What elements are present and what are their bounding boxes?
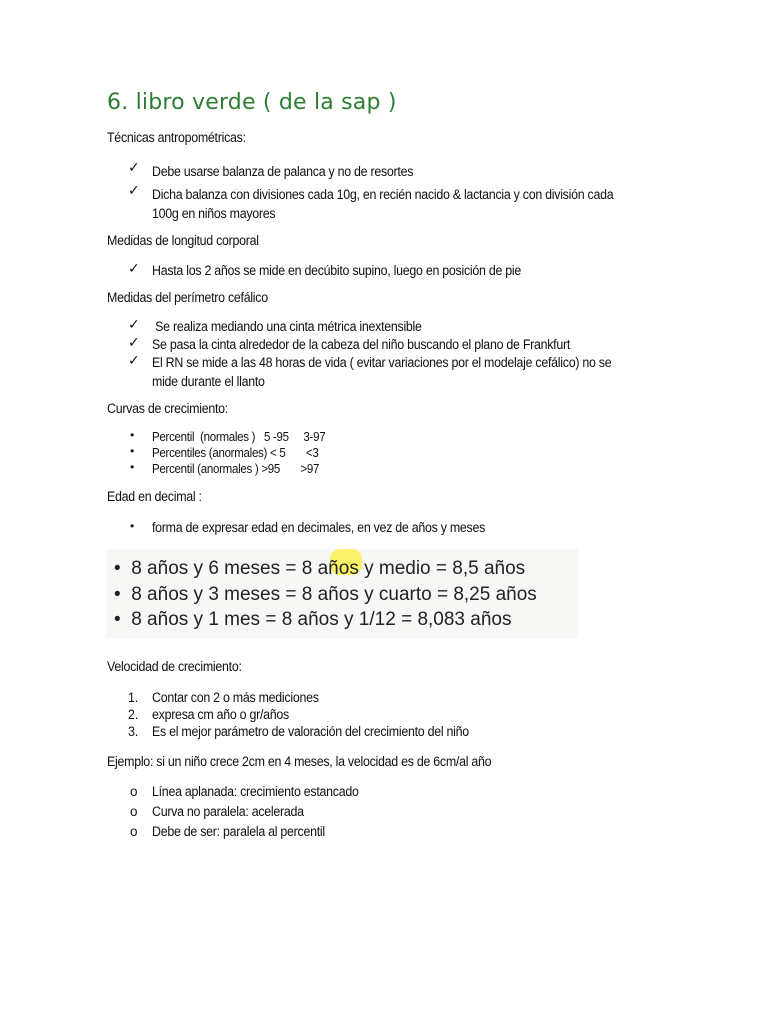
checkmark-icon: ✓ xyxy=(128,317,140,333)
bullet-icon: • xyxy=(130,428,135,442)
longitud-heading: Medidas de longitud corporal xyxy=(107,233,259,248)
velocidad-item-2: expresa cm año o gr/años xyxy=(152,707,289,722)
velocidad-item-1: Contar con 2 o más mediciones xyxy=(152,690,319,705)
ejemplo-item-1: Línea aplanada: crecimiento estancado xyxy=(152,784,359,799)
edad-item-1: forma de expresar edad en decimales, en vez de años y meses xyxy=(152,520,486,535)
circle-bullet-icon: o xyxy=(130,804,138,819)
ejemplo-item-2: Curva no paralela: acelerada xyxy=(152,804,304,819)
velocidad-heading: Velocidad de crecimiento: xyxy=(107,659,242,674)
ejemplo-heading: Ejemplo: si un niño crece 2cm en 4 meses, la velocidad es de 6cm/al año xyxy=(107,754,492,769)
checkmark-icon: ✓ xyxy=(128,183,140,199)
checkmark-icon: ✓ xyxy=(128,261,140,277)
checkmark-icon: ✓ xyxy=(128,160,140,176)
curvas-item-1: Percentil (normales ) 5 -95 3-97 xyxy=(152,430,326,444)
edad-example-line-2: • 8 años y 3 meses = 8 años y cuarto = 8,25 años xyxy=(114,584,537,605)
checkmark-icon: ✓ xyxy=(128,335,140,351)
circle-bullet-icon: o xyxy=(130,824,138,839)
perimetro-item-2: Se pasa la cinta alrededor de la cabeza del niño buscando el plano de Frankfurt xyxy=(152,337,571,352)
edad-heading: Edad en decimal : xyxy=(107,489,202,504)
bullet-icon: • xyxy=(130,444,135,458)
tecnicas-item-2: Dicha balanza con divisiones cada 10g, en recién nacido & lactancia y con división cada xyxy=(152,187,614,202)
list-number: 3. xyxy=(128,724,139,739)
tecnicas-heading: Técnicas antropométricas: xyxy=(107,130,246,145)
edad-example-line-1: • 8 años y 6 meses = 8 años y medio = 8,5 años xyxy=(114,558,526,579)
curvas-heading: Curvas de crecimiento: xyxy=(107,401,228,416)
perimetro-item-3: El RN se mide a las 48 horas de vida ( evitar variaciones por el modelaje cefálico) no se xyxy=(152,355,612,370)
ejemplo-item-3: Debe de ser: paralela al percentil xyxy=(152,824,325,839)
list-number: 1. xyxy=(128,690,139,705)
velocidad-item-3: Es el mejor parámetro de valoración del crecimiento del niño xyxy=(152,724,469,739)
curvas-item-3: Percentil (anormales ) >95 >97 xyxy=(152,462,320,476)
circle-bullet-icon: o xyxy=(130,784,138,799)
longitud-item-1: Hasta los 2 años se mide en decúbito supino, luego en posición de pie xyxy=(152,263,522,278)
perimetro-item-3-cont: mide durante el llanto xyxy=(152,374,265,389)
checkmark-icon: ✓ xyxy=(128,353,140,369)
curvas-item-2: Percentiles (anormales) < 5 <3 xyxy=(152,446,319,460)
bullet-icon: • xyxy=(130,460,135,474)
edad-example-line-3: • 8 años y 1 mes = 8 años y 1/12 = 8,083 años xyxy=(114,609,512,630)
tecnicas-item-1: Debe usarse balanza de palanca y no de resortes xyxy=(152,164,414,179)
section-title: 6. libro verde ( de la sap ) xyxy=(107,90,397,115)
bullet-icon: • xyxy=(130,519,135,533)
perimetro-item-1: Se realiza mediando una cinta métrica inextensible xyxy=(152,319,422,334)
perimetro-heading: Medidas del perímetro cefálico xyxy=(107,290,268,305)
edad-example-image xyxy=(106,549,578,638)
tecnicas-item-2-cont: 100g en niños mayores xyxy=(152,206,276,221)
list-number: 2. xyxy=(128,707,139,722)
